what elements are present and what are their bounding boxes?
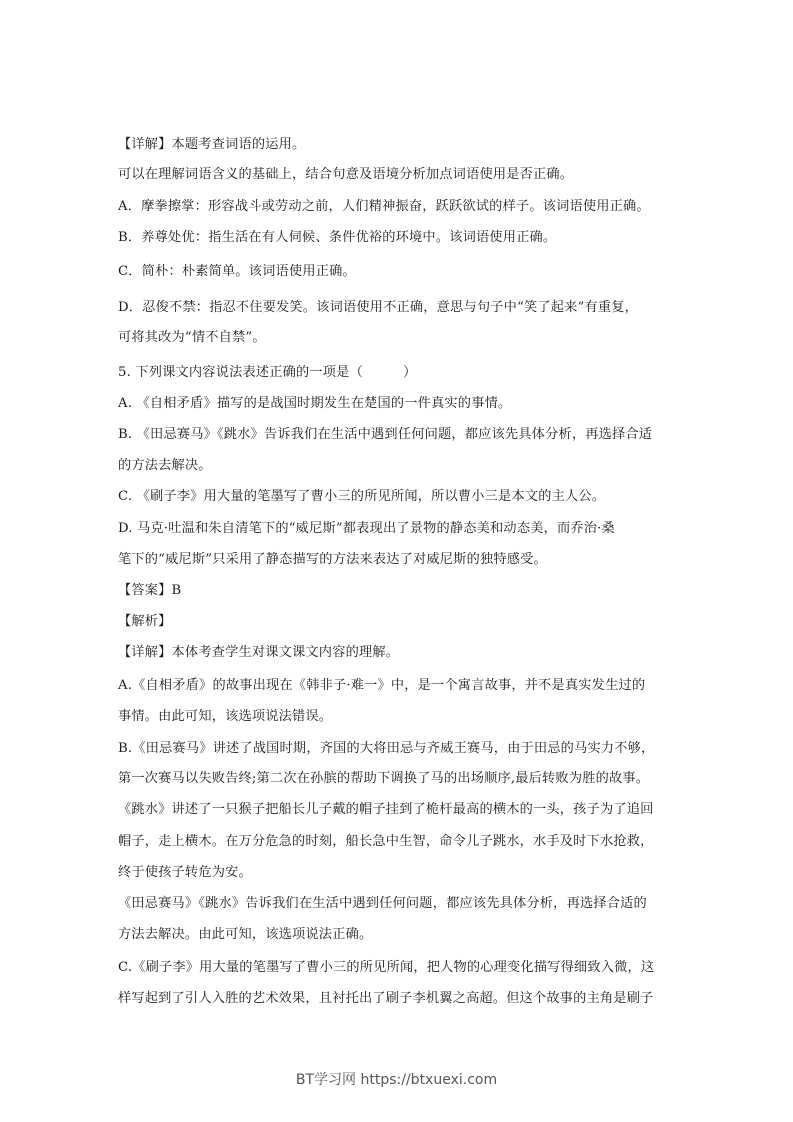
option-a: A. 《自相矛盾》描写的是战国时期发生在楚国的一件真实的事情。 [118, 396, 512, 411]
text-line: 【详解】本题考查词语的运用。 [118, 137, 306, 152]
option-c: C. 《刷子李》用大量的笔墨写了曹小三的所见所闻，所以曹小三是本文的主人公。 [118, 489, 606, 504]
option-b: B. 《田忌赛马》《跳水》告诉我们在生活中遇到任何问题，都应该先具体分析，再选择合适 [118, 427, 653, 442]
text-line: B.《田忌赛马》讲述了战国时期，齐国的大将田忌与齐威王赛马，由于田忌的马实力不够， [118, 741, 655, 756]
text-line: 【详解】本体考查学生对课文课文内容的理解。 [118, 645, 400, 660]
text-line: 样写起到了引人入胜的艺术效果，且衬托出了刷子李机翼之高超。但这个故事的主角是刷子 [118, 991, 654, 1006]
text-line: A．摩拳擦掌：形容战斗或劳动之前，人们精神振奋，跃跃欲试的样子。该词语使用正确。 [118, 199, 650, 214]
option-d: D. 马克·吐温和朱自清笔下的“威尼斯”都表现出了景物的静态美和动态美，而乔治·桑 [118, 521, 615, 536]
text-line: C.《刷子李》用大量的笔墨写了曹小三的所见所闻，把人物的心理变化描写得细致入微，这 [118, 960, 655, 975]
text-line: 可以在理解词语含义的基础上，结合句意及语境分析加点词语使用是否正确。 [118, 167, 574, 182]
text-line: 帽子，走上横木。在万分危急的时刻，船长急中生智，命令儿子跳水，水手及时下水抢救， [118, 834, 654, 849]
text-line: C．简朴：朴素简单。该词语使用正确。 [118, 264, 356, 279]
text-line: A.《自相矛盾》的故事出现在《韩非子·难一》中，是一个寓言故事，并不是真实发生过的 [118, 678, 646, 693]
text-line: 的方法去解决。 [118, 458, 212, 473]
text-line: B．养尊处优：指生活在有人伺候、条件优裕的环境中。该词语使用正确。 [118, 230, 557, 245]
text-line: 笔下的“威尼斯”只采用了静态描写的方法来表达了对威尼斯的独特感受。 [118, 552, 547, 567]
analysis-label: 【解析】 [118, 614, 172, 629]
text-line: 终于使孩子转危为安。 [118, 865, 252, 880]
text-line: 第一次赛马以失败告终;第二次在孙膑的帮助下调换了马的出场顺序,最后转败为胜的故事。 [118, 771, 650, 786]
text-line: D．忍俊不禁：指忍不住要发笑。该词语使用不正确，意思与句子中“笑了起来”有重复， [118, 300, 638, 315]
text-line: 《跳水》讲述了一只猴子把船长儿子戴的帽子挂到了桅杆最高的横木的一头，孩子为了追回 [118, 802, 654, 817]
text-line: 《田忌赛马》《跳水》告诉我们在生活中遇到任何问题，都应该先具体分析，再选择合适的 [118, 896, 647, 911]
answer-label: 【答案】B [118, 583, 182, 598]
question-stem: 5. 下列课文内容说法表述正确的一项是（ ） [118, 365, 417, 380]
page-footer: BT学习网 https://btxuexi.com [295, 1072, 498, 1088]
text-line: 可将其改为“情不自禁”。 [118, 330, 266, 345]
text-line: 事情。由此可知，该选项说法错误。 [118, 709, 333, 724]
text-line: 方法去解决。由此可知，该选项说法正确。 [118, 927, 373, 942]
